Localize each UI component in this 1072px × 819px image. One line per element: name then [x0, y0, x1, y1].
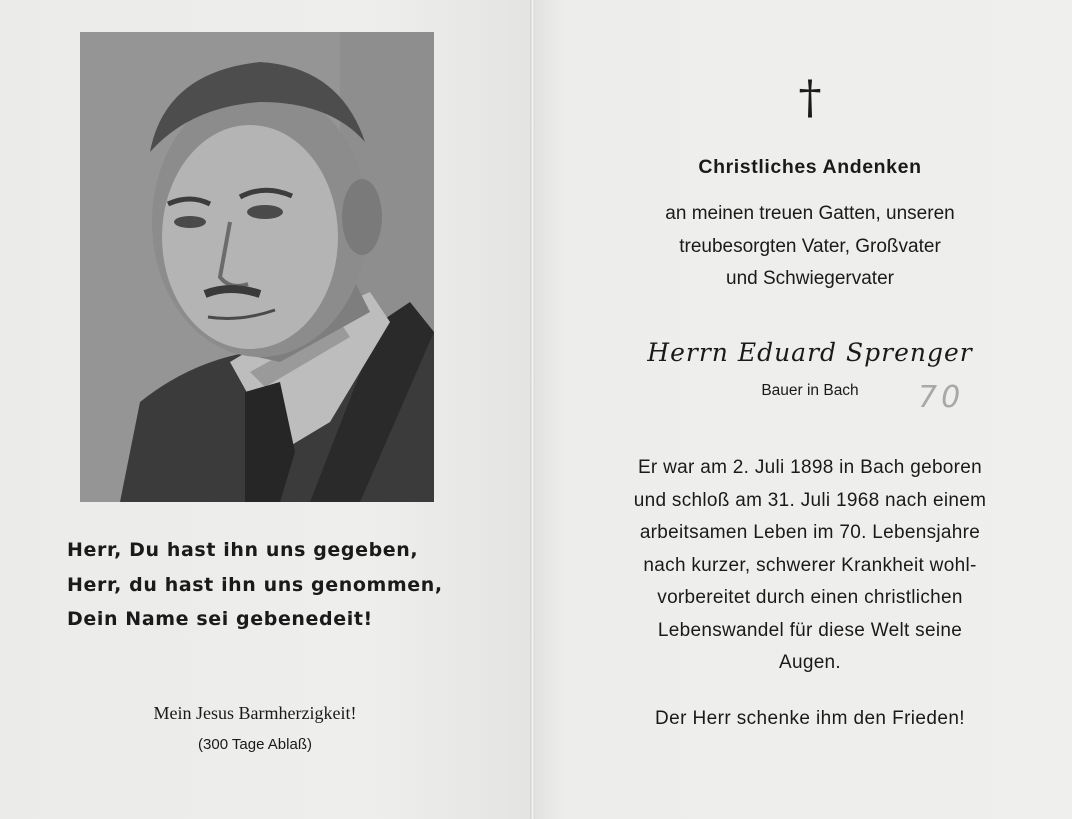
dedication-text	[560, 198, 1060, 296]
biography-line: Lebenswandel für diese Welt seine	[657, 619, 963, 641]
card-heading: Christliches Andenken	[698, 156, 922, 178]
cross-icon: †	[798, 70, 822, 124]
closing-blessing: Der Herr schenke ihm den Frieden!	[655, 708, 965, 729]
dedication-line: an meinen treuen Gatten, unseren	[665, 203, 955, 224]
biography-line: und schloß am 31. Juli 1968 nach einem	[633, 489, 987, 511]
handwritten-note: 70	[918, 380, 965, 415]
occupation-text: Bauer in Bach	[761, 382, 859, 399]
biography-text	[560, 452, 1060, 680]
biography-line: nach kurzer, schwerer Krankheit wohl-	[643, 554, 977, 576]
portrait-photo	[80, 32, 434, 502]
psalm-verse	[67, 533, 487, 637]
biography-line: Augen.	[778, 652, 842, 673]
card-fold	[530, 0, 535, 819]
psalm-line: Dein Name sei gebenedeit!	[67, 608, 373, 630]
indulgence-text: (300 Tage Ablaß)	[198, 736, 312, 753]
dedication-line: treubesorgten Vater, Großvater	[679, 235, 941, 257]
psalm-line: Herr, Du hast ihn uns gegeben,	[67, 539, 419, 561]
dedication-line: und Schwiegervater	[726, 268, 894, 289]
biography-line: vorbereitet durch einen christlichen	[657, 587, 963, 608]
biography-line: Er war am 2. Juli 1898 in Bach geboren	[637, 457, 983, 478]
biography-line: arbeitsamen Leben im 70. Lebensjahre	[639, 522, 981, 543]
deceased-name: Herrn Eduard Sprenger	[647, 338, 973, 367]
psalm-line: Herr, du hast ihn uns genommen,	[67, 573, 443, 596]
prayer-text: Mein Jesus Barmherzigkeit!	[153, 703, 357, 723]
